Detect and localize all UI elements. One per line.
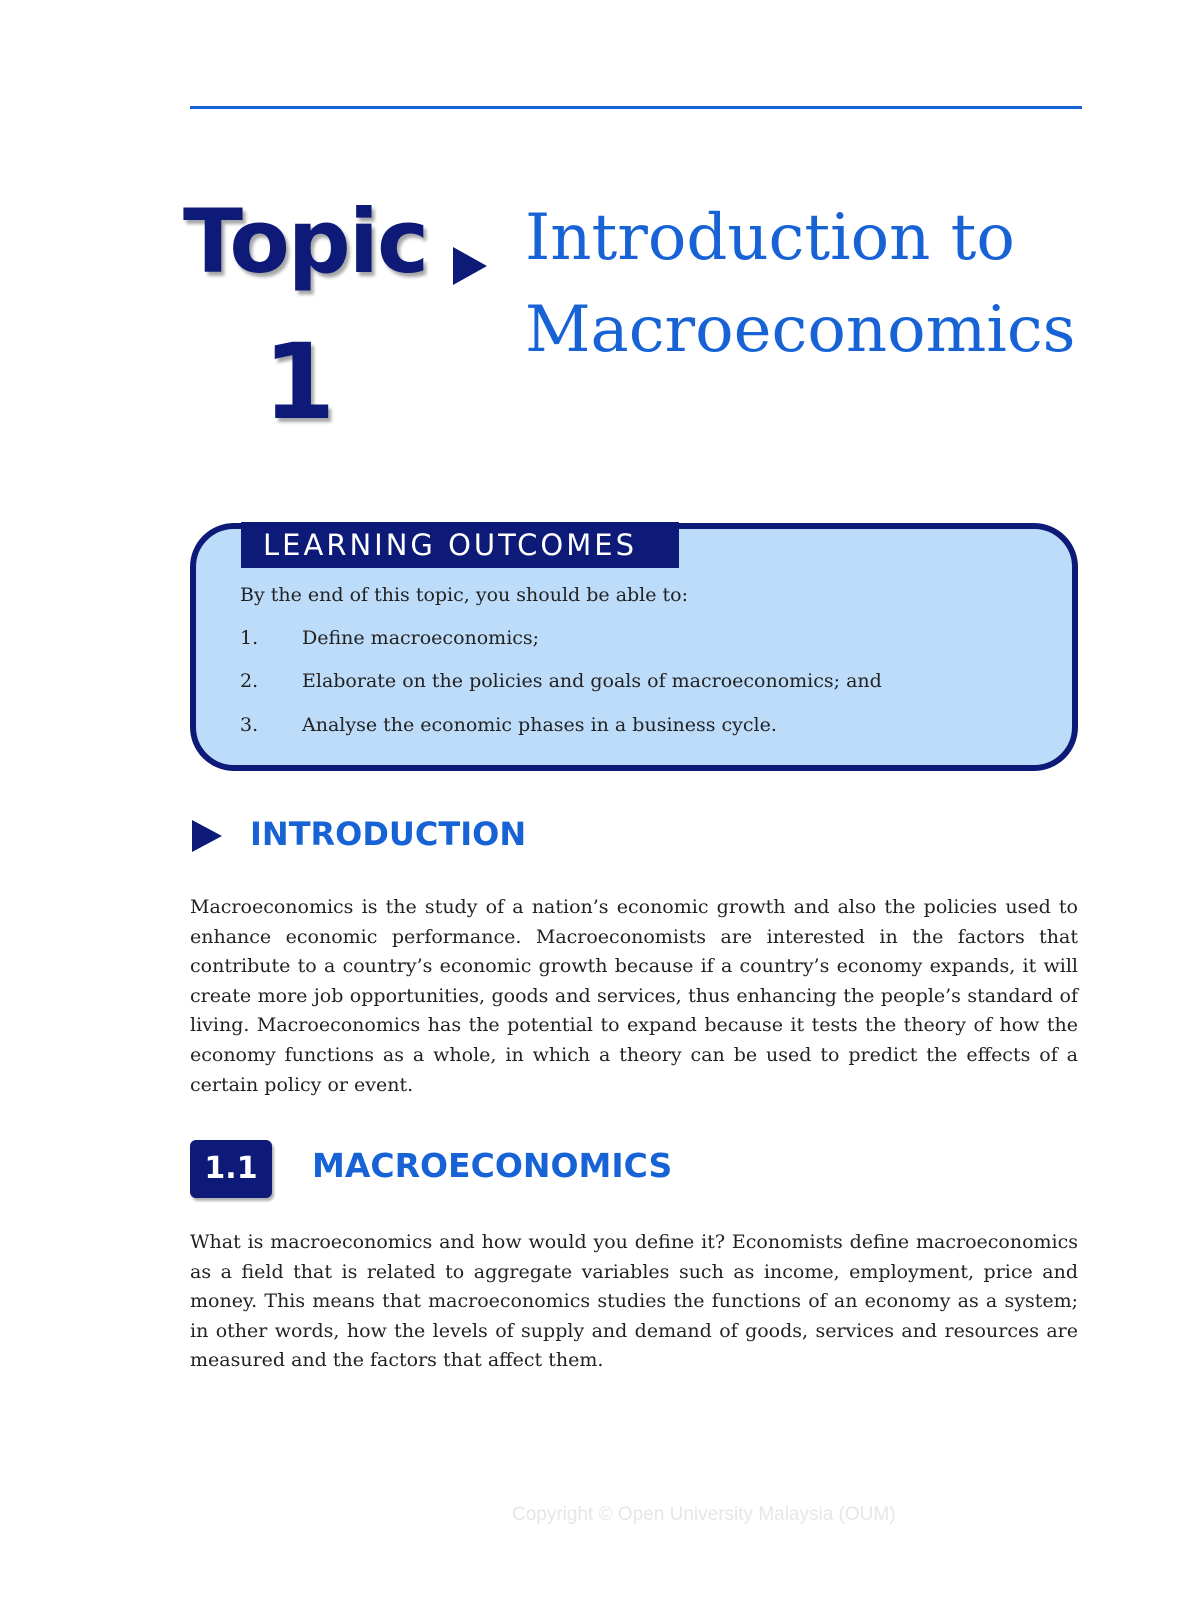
learning-outcome-number: 2. [240, 670, 259, 692]
learning-outcomes-intro: By the end of this topic, you should be able to: [240, 584, 689, 606]
learning-outcome-text: Analyse the economic phases in a business cycle. [302, 714, 777, 736]
learning-outcome-text: Define macroeconomics; [302, 627, 540, 649]
section-heading: MACROECONOMICS [312, 1146, 673, 1185]
copyright-watermark: Copyright © Open University Malaysia (OUM) [512, 1504, 896, 1525]
introduction-paragraph: Macroeconomics is the study of a nation’s economic growth and also the policies used to enhance economic performance. Macroeconomists are interested in the factors that contribute to a country’s economic growth because if a country’s economy expands, it will create more job opportunities, goods and services, thus enhancing the people’s standard of living. Macroeconomics has the potential to expand because it tests the theory of how the economy functions as a whole, in which a theory can be used to predict the effects of a certain policy or event. [190, 896, 1078, 1096]
topic-number: 1 [263, 321, 336, 443]
introduction-heading: INTRODUCTION [250, 815, 527, 853]
section-paragraph: What is macroeconomics and how would you define it? Economists define macroeconomics as a field that is related to aggregate variables such as income, employment, price and money. This means that macroeconomics studies the functions of an economy as a system; in other words, how the levels of supply and demand of goods, services and resources are measured and the factors that affect them. [190, 1231, 1078, 1372]
learning-outcome-item [240, 670, 882, 692]
learning-outcome-number: 1. [240, 627, 259, 649]
learning-outcome-text: Elaborate on the policies and goals of macroeconomics; and [302, 670, 882, 692]
triangle-arrow-icon [192, 820, 222, 852]
learning-outcome-item [240, 714, 777, 736]
header-rule [190, 106, 1082, 109]
learning-outcome-item [240, 627, 539, 649]
chapter-title-line-2: Macroeconomics [525, 293, 1076, 367]
learning-outcomes-label: LEARNING OUTCOMES [241, 522, 679, 568]
learning-outcome-number: 3. [240, 714, 259, 736]
chapter-title [525, 192, 1085, 376]
section-number-badge: 1.1 [190, 1140, 272, 1198]
triangle-arrow-icon [453, 247, 487, 285]
topic-label: Topic [183, 190, 428, 293]
chapter-title-line-1: Introduction to [525, 201, 1015, 275]
